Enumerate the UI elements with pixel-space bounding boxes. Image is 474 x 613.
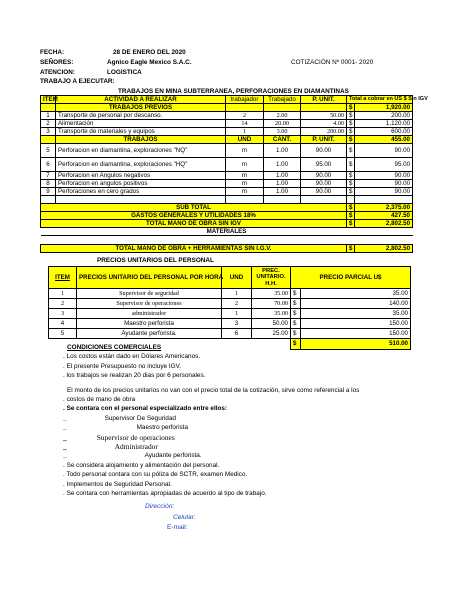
row-cant: 1.00 [264,144,301,158]
row-item: 7 [41,172,56,180]
section-trabajos [41,136,413,144]
currency: $ [347,104,355,112]
senores-value: Agnico Eagle Mexico S.A.C. [107,59,192,66]
row-trabajador: 14 [226,120,264,128]
section-total: 1,920.00 [355,104,413,112]
row-total: 90.00 [355,188,413,196]
table-row [49,309,411,319]
row-actividad: Perforacion en angulos positivos [56,180,226,188]
col-item: ITEM [49,267,77,289]
condition-line: El presente Presupuesto no incluye IGV. [66,362,182,370]
col-trabajador: trabajador [226,96,264,104]
subtotal-value: 2,375.00 [355,204,413,212]
blank-row [41,236,413,245]
cotizacion-number: COTIZACIÓN Nº 0001- 2020 [291,59,374,66]
row-und: m [226,158,264,172]
row-und: m [226,188,264,196]
personal-item: Maestro perforista [136,424,189,432]
row-und: 1 [222,289,252,299]
fecha-label: FECHA: [40,49,65,56]
row-trabajador: 2 [226,112,264,120]
table-row [41,172,413,180]
row-cant: 1.00 [264,158,301,172]
personal-item: Supervisor De Seguridad [104,414,176,422]
conditions-section: CONDICIONES COMERCIALES . Los costos están dado en Dólares Americanos. . El presente Presupuesto no incluye IGV. . los trabajos se realizan 20 dias por 6 personales. El monto de los precios unitarios no van con el precio total de la cotización, sirve como referencial a los . costos de mano de obra . Se contara con el personal especializado entre ellos: _ Supervisor De Seguridad _ Maestro perforista _ Supervisor de operaciones _ Administrador _ Ayudante perforista. . Se considera alojamiento y alimentación del personal. . Todo personal contara con su póliza de SCTR, examen Medico. . Implementos de Seguridad Personal. . Se contara con herramientas apropiadas de acuerdo al tipo de trabajo. [63,344,360,498]
row-currency: $ [291,299,301,309]
table2-total: 510.00 [301,339,411,350]
row-und: m [226,172,264,180]
row-actividad: Transporte de materiales y equipos [56,128,226,136]
total-mo-label: TOTAL MANO DE OBRA SIN IGV [41,220,347,228]
subtotal-row: SUB TOTAL $ 2,375.00 [41,204,413,212]
total-herramientas-row: TOTAL MANO DE OBRA + HERRAMIENTAS SIN I.G.V. $ 2,802.50 [41,245,413,253]
row-total: 600.00 [355,128,413,136]
table2-header-row [49,267,411,289]
row-punit: 50.00 [301,112,347,120]
row-item: 2 [41,120,56,128]
row-item: 8 [41,180,56,188]
row-parcial: 140.00 [301,299,411,309]
row-actividad: Perforaciones en cero grados [56,188,226,196]
row-item: 1 [41,112,56,120]
row-punit: 90.00 [301,180,347,188]
row-und: 3 [222,319,252,329]
row-item: 3 [49,309,77,319]
row-currency: $ [291,309,301,319]
table-row [41,120,413,128]
gastos-value: 427.50 [355,212,413,220]
row-punit: 90.00 [301,188,347,196]
row-trabajado: 2.00 [264,112,301,120]
col-actividad: ACTIVIDAD A REALIZAR [56,96,226,104]
row-actividad: Perforacion en diamantina, exploraciones "NQ" [56,144,226,158]
row-und: 6 [222,329,252,339]
row-total: 90.00 [355,144,413,158]
personnel-table [48,266,411,350]
row-descripcion: Maestro perforista [77,319,222,329]
total-herr-label: TOTAL MANO DE OBRA + HERRAMIENTAS SIN I.G.V. [41,245,347,253]
col-prec-unitario: PREC. UNITARIO. H.H. [252,267,291,289]
row-actividad: Perforacion en diamantina, exploraciones "HQ" [56,158,226,172]
row-currency: $ [291,329,301,339]
row-currency: $ [347,120,355,128]
direccion-label: Dirección: [145,503,175,510]
table-row [49,329,411,339]
personal-item: Ayudante perforista. [144,452,202,460]
row-item: 5 [41,144,56,158]
row-total: 1,120.00 [355,120,413,128]
table1-title: TRABAJOS EN MINA SUBTERRANEA, PERFORACIONES EN DIAMANTINAS [118,88,349,95]
row-item: 6 [41,158,56,172]
personal-item: Supervisor de operaciones [96,432,175,442]
row-item: 9 [41,188,56,196]
section-trabajos-previos [41,104,413,112]
total-mo-row: TOTAL MANO DE OBRA SIN IGV $ 2,802.50 [41,220,413,228]
row-currency: $ [347,158,355,172]
row-item: 2 [49,299,77,309]
table2-title: PRECIOS UNITARIOS DEL PERSONAL [97,257,214,264]
row-prec: 50.00 [252,319,291,329]
email-label: E-mail: [167,524,188,531]
spacer-row [41,196,413,204]
row-parcial: 35.00 [301,289,411,299]
condition-paragraph-cont: costos de mano de obra [66,396,136,404]
celular-label: Celular: [173,514,196,521]
section-label: TRABAJOS [56,136,226,144]
row-currency: $ [347,128,355,136]
table-row [41,128,413,136]
row-trabajado: 3.00 [264,128,301,136]
col-und: UND [222,267,252,289]
currency: $ [347,136,355,144]
total-mo-value: 2,802.50 [355,220,413,228]
table-row [49,319,411,329]
col-precio-parcial: PRECIO PARCIAL U$ [291,267,411,289]
row-cant: 1.00 [264,172,301,180]
condition-line: Los costos están dado en Dólares Americanos. [66,353,201,361]
row-und: m [226,144,264,158]
quotation-table [40,95,428,253]
condition-line: los trabajos se realizan 20 dias por 6 personales. [66,372,206,380]
extra-condition: Se considera alojamiento y alimentación del personal. [66,461,220,469]
row-total: 90.00 [355,172,413,180]
materiales-label: MATERIALES [41,228,413,236]
atencion-value: LOGISTICA [107,69,142,76]
row-trabajado: 20.00 [264,120,301,128]
row-item: 5 [49,329,77,339]
row-prec: 70.00 [252,299,291,309]
total-currency: $ [291,339,301,350]
row-currency: $ [291,319,301,329]
row-und: 2 [222,299,252,309]
table-row [41,180,413,188]
row-punit: 90.00 [301,144,347,158]
row-punit: 95.00 [301,158,347,172]
gastos-row: GASTOS GENERALES Y UTILIDADES 18% $ 427.50 [41,212,413,220]
table1-header-row [41,96,413,104]
row-item: 3 [41,128,56,136]
materiales-row [41,228,413,236]
total-herr-value: 2,802.50 [355,245,413,253]
condition-paragraph: El monto de los precios unitarios no van con el precio total de la cotización, sirve como referencial a los [67,386,360,394]
conditions-title: CONDICIONES COMERCIALES [67,344,162,351]
row-currency: $ [347,144,355,158]
row-prec: 25.00 [252,329,291,339]
row-und: m [226,180,264,188]
row-descripcion: Supervisor de seguridad [77,289,222,299]
row-punit: 90.00 [301,172,347,180]
row-currency: $ [347,172,355,180]
table-row [41,188,413,196]
row-parcial: 150.00 [301,319,411,329]
row-item: 4 [49,319,77,329]
row-actividad: Perforacion en Angulos negativos [56,172,226,180]
row-descripcion: administrador [77,309,222,319]
row-currency: $ [347,188,355,196]
personal-item: Administrador [114,442,158,452]
table-row [49,299,411,309]
gastos-label: GASTOS GENERALES Y UTILIDADES 18% [41,212,347,220]
col-total: Total a cobrar en US $ Sin IGV [347,96,413,104]
section-total: 455.00 [355,136,413,144]
col-descripcion: PRECIOS UNITARIO DEL PERSONAL POR HORA [77,267,222,289]
row-punit: 4.00 [301,120,347,128]
row-currency: $ [347,180,355,188]
col-punit: P. UNIT. [301,96,347,104]
subtotal-label: SUB TOTAL [41,204,347,212]
section-label: TRABAJOS PREVIOS [56,104,226,112]
row-item: 1 [49,289,77,299]
table-row [41,158,413,172]
row-actividad: Transporte de personal por descanso. [56,112,226,120]
extra-condition: Implementos de Seguridad Personal. [66,480,172,488]
row-descripcion: Supervisor de operaciones [77,299,222,309]
row-prec: 35.00 [252,309,291,319]
row-actividad: Alimentación [56,120,226,128]
fecha-value: 28 DE ENERO DEL 2020 [113,49,186,56]
col-trabajado: Trabajado [264,96,301,104]
row-total: 200.00 [355,112,413,120]
row-trabajador: 1 [226,128,264,136]
atencion-label: ATENCION: [40,69,76,76]
row-total: 90.00 [355,180,413,188]
col-cant: CANT. [264,136,301,144]
col-punit: P. UNIT. [301,136,347,144]
extra-condition: Se contara con herramientas apropiadas de acuerdo al tipo de trabajo. [66,490,267,498]
row-total: 95.00 [355,158,413,172]
table-row [41,144,413,158]
row-parcial: 35.00 [301,309,411,319]
table-row [41,112,413,120]
row-descripcion: Ayudante perforista. [77,329,222,339]
table-row [49,289,411,299]
row-prec: 35.00 [252,289,291,299]
trabajo-label: TRABAJO A EJECUTAR: [40,78,115,85]
row-parcial: 150.00 [301,329,411,339]
row-cant: 1.00 [264,188,301,196]
extra-condition: Todo personal contara con su póliza de SCTR, examen Medico. [66,471,248,479]
personal-title: Se contara con el personal especializado entre ellos: [66,405,228,413]
row-cant: 1.00 [264,180,301,188]
col-item: ITEM [41,96,56,104]
senores-label: SEÑORES: [40,59,74,66]
col-und: UND [226,136,264,144]
row-currency: $ [347,112,355,120]
row-currency: $ [291,289,301,299]
row-und: 1 [222,309,252,319]
row-punit: 200.00 [301,128,347,136]
